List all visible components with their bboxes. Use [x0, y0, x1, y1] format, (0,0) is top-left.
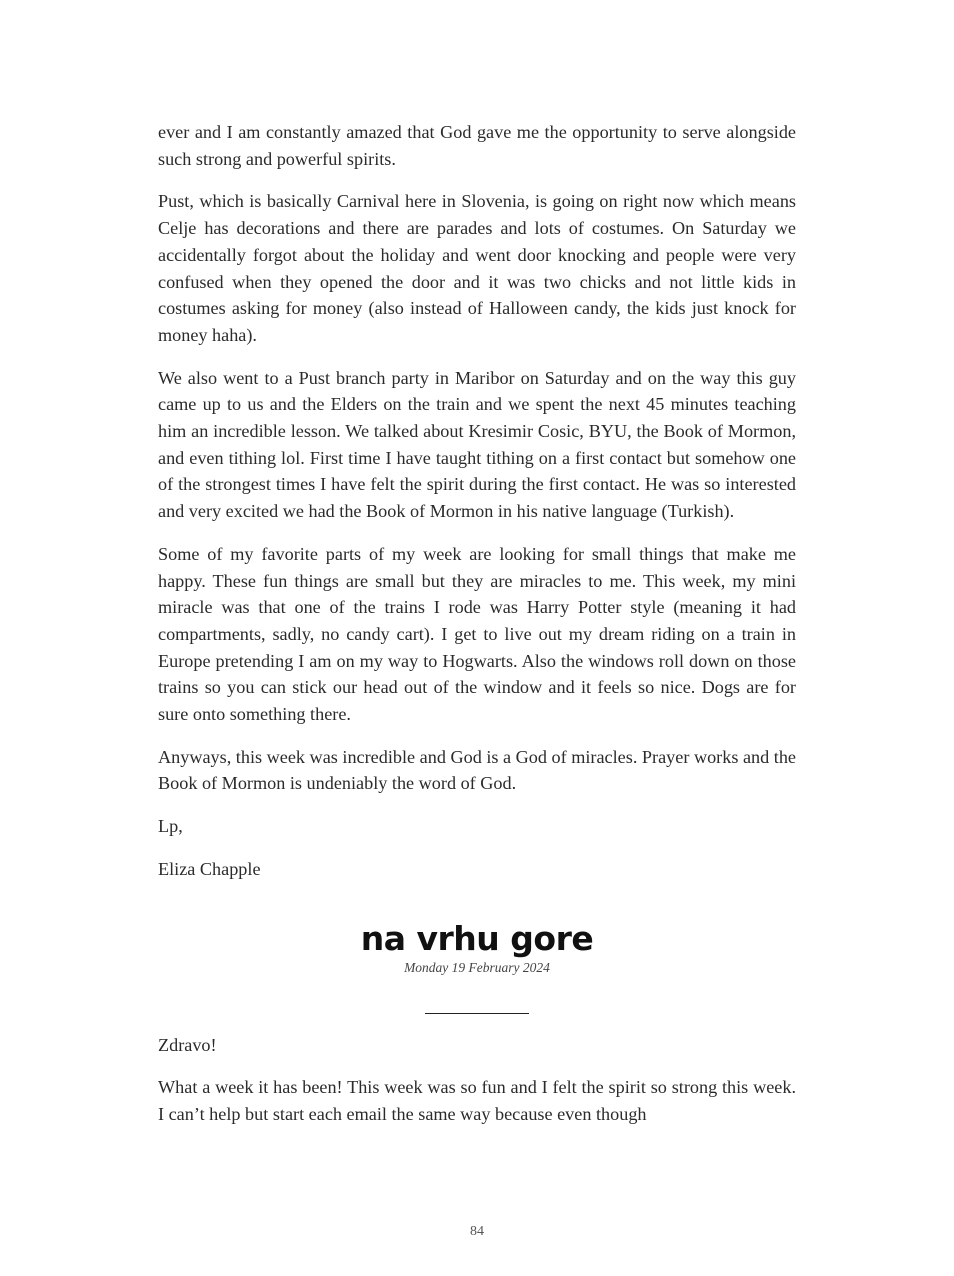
page-number: 84: [470, 1224, 484, 1239]
paragraph: Some of my favorite parts of my week are looking for small things that make me happy. These fun things are small but they are miracles to me. This week, my mini miracle was that one of the trains I rode was Harry Potter style (meaning it had compartments, sadly, no candy cart). I get to live out my dream riding on a train in Europe pretending I am on my way to Hogwarts. Also the windows roll down on those trains so you can stick our head out of the window and it feels so nice. Dogs are for sure onto something there.: [158, 543, 796, 725]
paragraph: What a week it has been! This week was so fun and I felt the spirit so strong this week. I can’t help but start each email the same way because even though: [158, 1077, 796, 1124]
entry-date: Monday 19 February 2024: [404, 959, 550, 975]
entry-title: na vrhu gore: [360, 918, 594, 958]
paragraph: We also went to a Pust branch party in Maribor on Saturday and on the way this guy came up to us and the Elders on the train and we spent the next 45 minutes teaching him an incredible lesson. We talked about Kresimir Cosic, BYU, the Book of Mormon, and even tithing lol. First time I have taught tithing on a first contact but somehow one of the strongest times I have felt the spirit during the first contact. He was so interested and very excited we had the Book of Mormon in his native language (Turkish).: [158, 367, 796, 522]
greeting: Zdravo!: [158, 1034, 217, 1055]
page-body: [158, 119, 796, 1144]
paragraph: Pust, which is basically Carnival here in Slovenia, is going on right now which means Celje has decorations and there are parades and lots of costumes. On Saturday we accidentally forgot about the holiday and went door knocking and people were very confused when they opened the door and it was two chicks and not little kids in costumes asking for money (also instead of Halloween candy, the kids just knock for money haha).: [158, 191, 796, 345]
paragraph: Anyways, this week was incredible and God is a God of miracles. Prayer works and the Book of Mormon is undeniably the word of God.: [158, 746, 796, 794]
signature: Eliza Chapple: [158, 858, 261, 879]
entry-header: [158, 919, 796, 1014]
divider: [425, 1013, 529, 1014]
closing: Lp,: [158, 816, 183, 837]
paragraph: ever and I am constantly amazed that God gave me the opportunity to serve alongside such strong and powerful spirits.: [158, 122, 796, 169]
